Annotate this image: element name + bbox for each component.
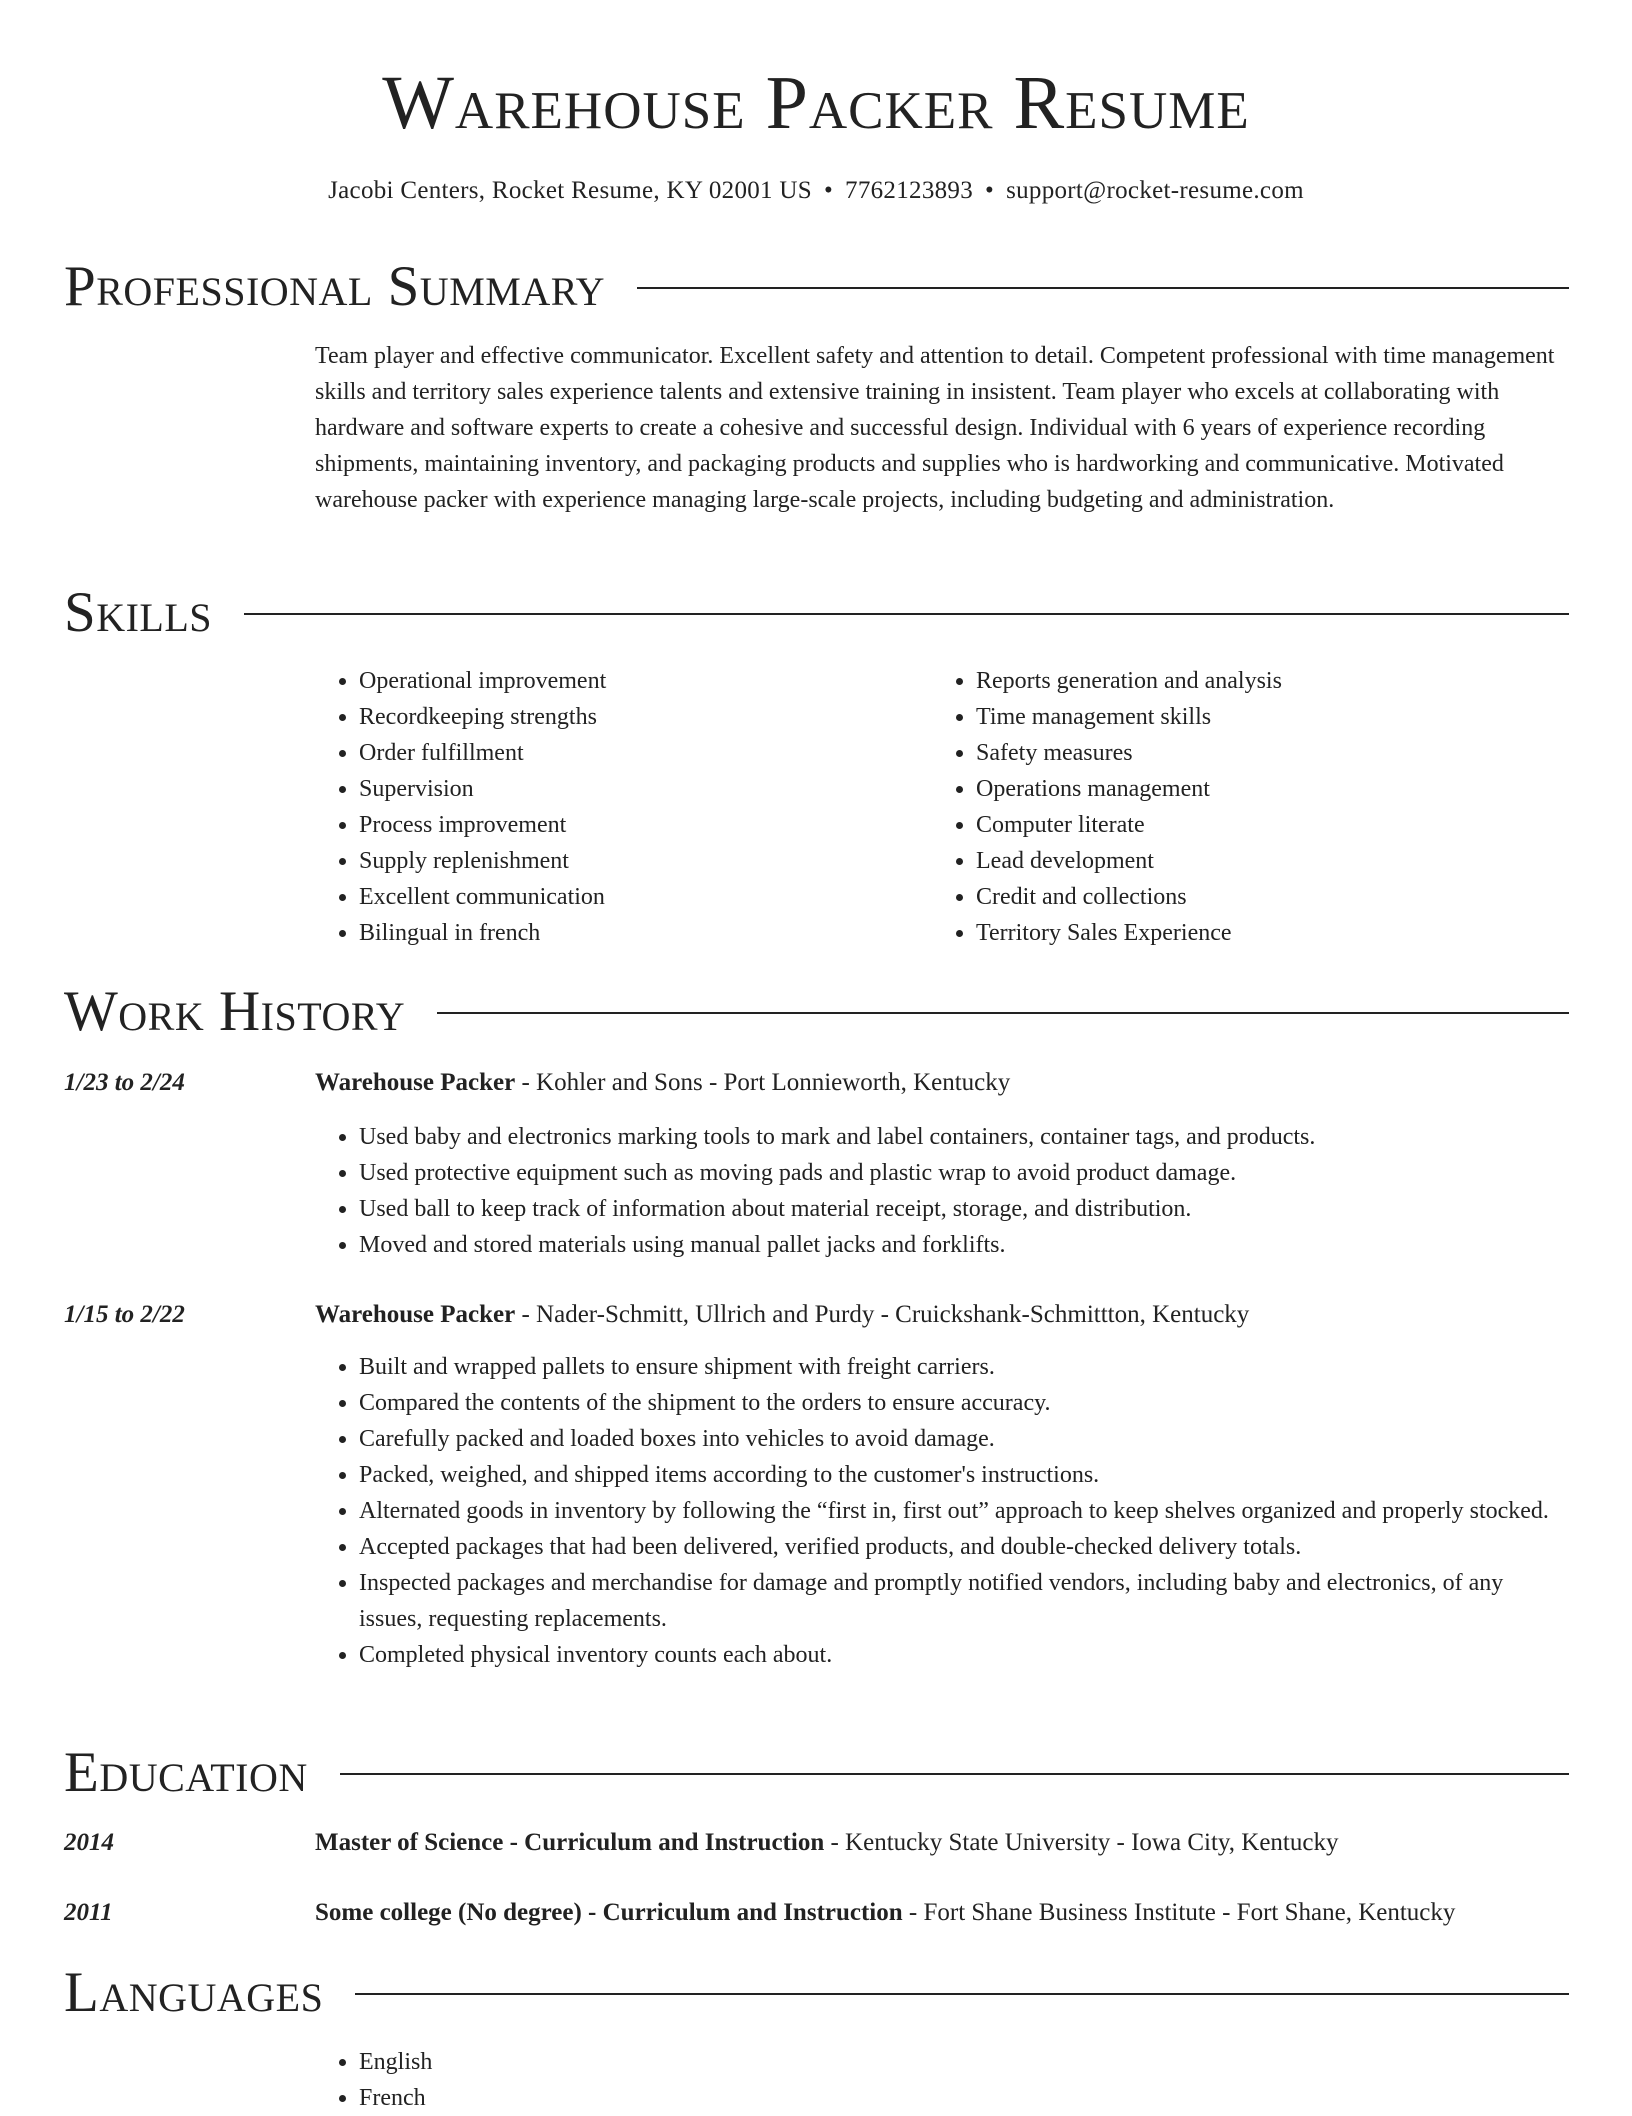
contact-phone: 7762123893 — [845, 177, 974, 204]
job-bullet-list — [315, 1119, 1570, 1263]
job-bullet: • Carefully packed and loaded boxes into vehicles to avoid damage. — [359, 1421, 1570, 1457]
job-bullet: • Inspected packages and merchandise for damage and promptly notified vendors, including baby and electronics, of any issues, requesting replacements. — [359, 1565, 1570, 1637]
contact-email: support@rocket-resume.com — [1006, 177, 1304, 204]
section-header-languages — [64, 1960, 1569, 2026]
skill-item: • Process improvement — [359, 807, 915, 843]
summary-text: Team player and effective communicator. Excellent safety and attention to detail. Competent professional with time management skills and territory sales experience talents and extensive training in insistent. Team player who excels at collaborating with hardware and software experts to create a cohesive and successful design. Individual with 6 years of experience recording shipments, maintaining inventory, and packaging products and supplies who is hardworking and communicative. Motivated warehouse packer with experience managing large-scale projects, including budgeting and administration. — [315, 343, 1555, 513]
contact-separator: • — [823, 177, 834, 204]
section-divider — [355, 1993, 1569, 1995]
section-divider — [437, 1012, 1569, 1014]
section-header-summary — [64, 254, 1569, 320]
language-bullet-list — [315, 2044, 915, 2116]
section-title-skills: Skills — [64, 581, 213, 644]
job-heading — [315, 1065, 1575, 1101]
resume-title: Warehouse Packer Resume — [382, 61, 1250, 145]
job-bullet: • Completed physical inventory counts each about. — [359, 1637, 1570, 1673]
section-divider — [340, 1773, 1569, 1775]
section-title-languages: Languages — [64, 1961, 324, 2024]
education-details: - Kentucky State University - Iowa City, Kentucky — [824, 1829, 1339, 1856]
education-entry — [315, 1895, 1575, 1931]
education-entry — [315, 1825, 1575, 1861]
section-divider — [244, 613, 1569, 615]
skill-item: • Credit and collections — [976, 879, 1572, 915]
education-details: - Fort Shane Business Institute - Fort Shane, Kentucky — [902, 1899, 1456, 1926]
job-title: Warehouse Packer — [315, 1069, 516, 1096]
skill-item: • Supply replenishment — [359, 843, 915, 879]
section-title-work: Work History — [64, 980, 406, 1043]
skill-item: • Safety measures — [976, 735, 1572, 771]
section-divider — [637, 287, 1569, 289]
skill-item: • Excellent communication — [359, 879, 915, 915]
contact-line — [0, 176, 1632, 206]
contact-address: Jacobi Centers, Rocket Resume, KY 02001 US — [328, 177, 812, 204]
job-bullet: • Accepted packages that had been delivered, verified products, and double-checked delivery totals. — [359, 1529, 1570, 1565]
language-item: • English — [359, 2044, 915, 2080]
education-degree: Master of Science - Curriculum and Instruction — [315, 1829, 825, 1856]
skill-item: • Supervision — [359, 771, 915, 807]
job-bullet: • Used protective equipment such as moving pads and plastic wrap to avoid product damage. — [359, 1155, 1570, 1191]
job-bullets — [315, 1349, 1570, 1673]
education-year: 2014 — [64, 1829, 114, 1856]
education-degree: Some college (No degree) - Curriculum and Instruction — [315, 1899, 903, 1926]
job-dates: 1/23 to 2/24 — [64, 1069, 185, 1096]
job-bullet: • Built and wrapped pallets to ensure shipment with freight carriers. — [359, 1349, 1570, 1385]
section-title-education: Education — [64, 1741, 308, 1804]
job-dates: 1/15 to 2/22 — [64, 1301, 185, 1328]
skill-item: • Bilingual in french — [359, 915, 915, 951]
job-bullet: • Packed, weighed, and shipped items according to the customer's instructions. — [359, 1457, 1570, 1493]
section-title-summary: Professional Summary — [64, 255, 606, 318]
languages-list — [315, 2044, 915, 2116]
skill-item: • Lead development — [976, 843, 1572, 879]
skill-item: • Recordkeeping strengths — [359, 699, 915, 735]
skill-item: • Computer literate — [976, 807, 1572, 843]
skill-item: • Time management skills — [976, 699, 1572, 735]
job-bullet: • Used ball to keep track of information about material receipt, storage, and distribution. — [359, 1191, 1570, 1227]
section-header-work — [64, 979, 1569, 1045]
skill-item: • Territory Sales Experience — [976, 915, 1572, 951]
job-title: Warehouse Packer — [315, 1301, 516, 1328]
job-bullet: • Compared the contents of the shipment to the orders to ensure accuracy. — [359, 1385, 1570, 1421]
job-details: - Nader-Schmitt, Ullrich and Purdy - Cruickshank-Schmittton, Kentucky — [515, 1301, 1250, 1328]
job-details: - Kohler and Sons - Port Lonnieworth, Kentucky — [515, 1069, 1011, 1096]
contact-separator: • — [985, 177, 995, 204]
job-bullets — [315, 1119, 1570, 1263]
job-heading — [315, 1297, 1575, 1333]
skill-item: • Reports generation and analysis — [976, 663, 1572, 699]
section-header-education — [64, 1740, 1569, 1806]
skills-list-left — [315, 663, 915, 951]
job-bullet-list — [315, 1349, 1570, 1673]
job-bullet: • Used baby and electronics marking tools to mark and label containers, container tags, and products. — [359, 1119, 1570, 1155]
job-bullet: • Moved and stored materials using manual pallet jacks and forklifts. — [359, 1227, 1570, 1263]
education-year: 2011 — [64, 1899, 113, 1926]
skills-column-left — [315, 663, 915, 951]
skill-item: • Order fulfillment — [359, 735, 915, 771]
job-bullet: • Alternated goods in inventory by following the “first in, first out” approach to keep shelves organized and properly stocked. — [359, 1493, 1570, 1529]
skill-item: • Operations management — [976, 771, 1572, 807]
section-header-skills — [64, 580, 1569, 646]
skills-column-right — [932, 663, 1572, 951]
skill-item: • Operational improvement — [359, 663, 915, 699]
skills-list-right — [932, 663, 1572, 951]
language-item: • French — [359, 2080, 915, 2116]
